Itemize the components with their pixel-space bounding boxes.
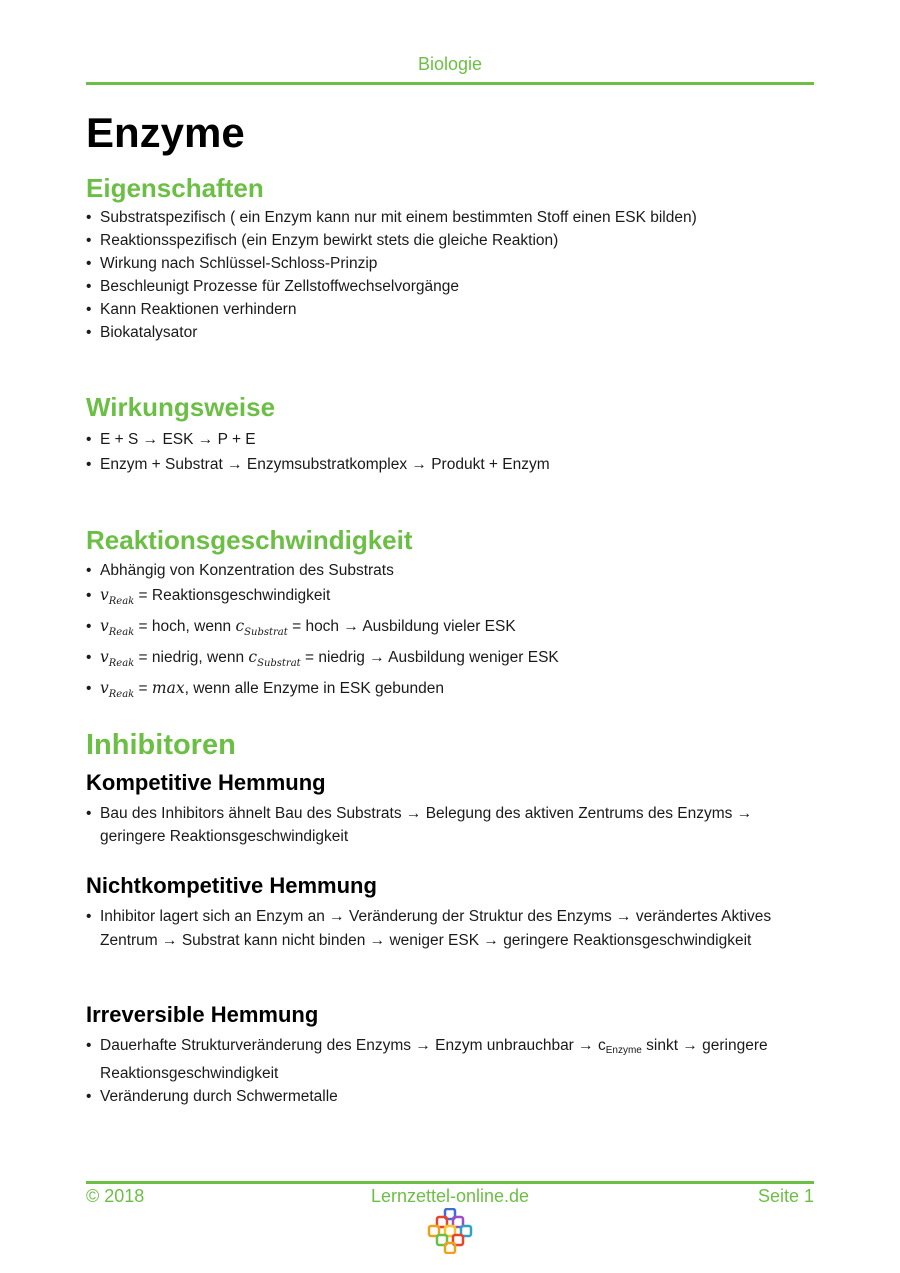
list-item [86, 676, 816, 707]
c-enzyme-sub: Enzyme [605, 1045, 642, 1056]
eigenschaften-list [86, 206, 816, 344]
list-item [86, 614, 816, 645]
footer-divider [86, 1181, 814, 1184]
section-heading-wirkungsweise: Wirkungsweise [86, 392, 276, 422]
list-item: • E + S → ESK → P + E [86, 427, 816, 452]
irreversibel-list [86, 1034, 816, 1108]
item-text: = hoch → Ausbildung vieler ESK [287, 618, 516, 635]
header-subject: Biologie [417, 54, 483, 74]
var-c: c [248, 648, 258, 666]
subheading-kompetitiv: Kompetitive Hemmung [86, 770, 326, 795]
var-v: v [100, 617, 109, 635]
list-item: • Enzym + Substrat → Enzymsubstratkomplex → Produkt + Enzym [86, 452, 816, 477]
var-v-sub: Reak [108, 658, 135, 669]
item-text: Dauerhafte Strukturveränderung des Enzyms → Enzym unbrauchbar → c [100, 1037, 606, 1054]
list-item: • Abhängig von Konzentration des Substrats [86, 558, 816, 583]
wirkungsweise-list [86, 427, 816, 477]
kompetitiv-list [86, 802, 816, 848]
list-item: • Bau des Inhibitors ähnelt Bau des Substrats → Belegung des aktiven Zentrums des Enzyms → geringere Reaktionsgeschwindigkeit [86, 802, 816, 848]
item-text: = niedrig → Ausbildung weniger ESK [300, 649, 559, 666]
item-text: , wenn alle Enzyme in ESK gebunden [184, 680, 444, 697]
var-v-sub: Reak [108, 596, 135, 607]
list-item: • Veränderung durch Schwermetalle [86, 1085, 816, 1108]
var-v-sub: Reak [108, 689, 135, 700]
var-c-sub: Substrat [257, 658, 301, 669]
list-item: • Reaktionsspezifisch (ein Enzym bewirkt stets die gleiche Reaktion) [86, 229, 816, 252]
subheading-nichtkompetitiv: Nichtkompetitive Hemmung [86, 873, 377, 898]
footer-site-link[interactable]: Lernzettel-online.de [370, 1186, 530, 1206]
list-item: • Inhibitor lagert sich an Enzym an → Veränderung der Struktur des Enzyms → verändertes Aktives Zentrum → Substrat kann nicht binden → weniger ESK → geringere Reaktionsgeschwindigkeit [86, 905, 816, 953]
nichtkompetitiv-list [86, 905, 816, 953]
reaktion-list [86, 558, 816, 707]
section-heading-reaktionsgeschwindigkeit: Reaktionsgeschwindigkeit [86, 525, 413, 555]
var-v: v [100, 586, 109, 604]
var-v: v [100, 679, 109, 697]
var-c: c [235, 617, 245, 635]
item-text: = niedrig, wenn [134, 649, 249, 666]
footer-page-number: Seite 1 [757, 1186, 814, 1206]
item-text: = hoch, wenn [134, 618, 236, 635]
footer-copyright: © 2018 [86, 1186, 145, 1206]
list-item [86, 645, 816, 676]
list-item: • Biokatalysator [86, 321, 816, 344]
list-item: • Kann Reaktionen verhindern [86, 298, 816, 321]
subheading-irreversibel: Irreversible Hemmung [86, 1002, 319, 1027]
section-heading-inhibitoren: Inhibitoren [86, 729, 236, 761]
section-heading-eigenschaften: Eigenschaften [86, 173, 264, 203]
var-c-sub: Substrat [244, 627, 288, 638]
page-title: Enzyme [86, 109, 245, 156]
item-text: sinkt → geringere Reaktionsgeschwindigkeit [100, 1037, 768, 1082]
item-text: = Reaktionsgeschwindigkeit [134, 587, 331, 604]
var-max: max [151, 679, 185, 697]
list-item [86, 583, 816, 614]
list-item: • Substratspezifisch ( ein Enzym kann nur mit einem bestimmten Stoff einen ESK bilden) [86, 206, 816, 229]
logo-icon [427, 1208, 473, 1254]
var-v: v [100, 648, 109, 666]
list-item: • Wirkung nach Schlüssel-Schloss-Prinzip [86, 252, 816, 275]
header-divider [86, 82, 814, 85]
list-item: • Beschleunigt Prozesse für Zellstoffwechselvorgänge [86, 275, 816, 298]
var-v-sub: Reak [108, 627, 135, 638]
list-item [86, 1034, 816, 1085]
item-text: = [134, 680, 152, 697]
